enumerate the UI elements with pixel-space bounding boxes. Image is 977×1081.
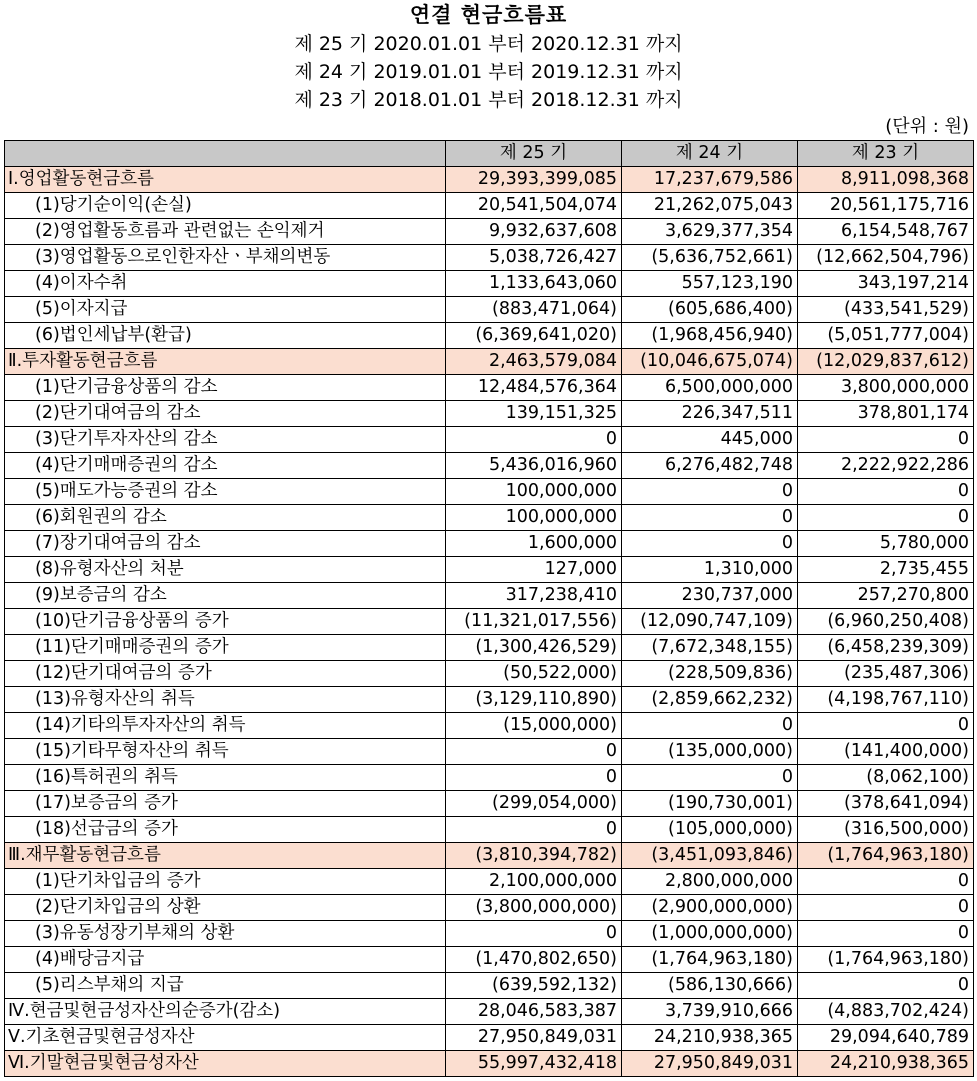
value-period-25: 2,100,000,000 — [446, 869, 622, 895]
table-row — [5, 557, 974, 583]
value-period-25: 9,932,637,608 — [446, 219, 622, 245]
value-period-25: 1,133,643,060 — [446, 271, 622, 297]
value-period-24: (228,509,836) — [622, 661, 798, 687]
value-period-25: (883,471,064) — [446, 297, 622, 323]
value-period-23: (4,883,702,424) — [798, 999, 974, 1025]
value-period-23: (12,662,504,796) — [798, 245, 974, 271]
value-period-25: (639,592,132) — [446, 973, 622, 999]
value-period-25: 0 — [446, 765, 622, 791]
value-period-25: 2,463,579,084 — [446, 349, 622, 375]
table-row — [5, 869, 974, 895]
table-row — [5, 765, 974, 791]
statement-title: 연결 현금흐름표 — [409, 3, 568, 27]
value-period-25: (15,000,000) — [446, 713, 622, 739]
period-line-25: 제 25 기 2020.01.01 부터 2020.12.31 까지 — [294, 33, 683, 55]
table-row — [5, 739, 974, 765]
value-period-24: (3,451,093,846) — [622, 843, 798, 869]
value-period-23: (6,960,250,408) — [798, 609, 974, 635]
value-period-24: 24,210,938,365 — [622, 1025, 798, 1051]
table-row — [5, 375, 974, 401]
row-label: (3)유동성장기부채의 상환 — [5, 921, 446, 947]
table-row — [5, 895, 974, 921]
table-row — [5, 687, 974, 713]
value-period-23: 2,735,455 — [798, 557, 974, 583]
value-period-23: 24,210,938,365 — [798, 1051, 974, 1077]
row-label: (2)영업활동흐름과 관련없는 손익제거 — [5, 219, 446, 245]
table-row — [5, 453, 974, 479]
value-period-23: 8,911,098,368 — [798, 167, 974, 193]
value-period-24: 6,500,000,000 — [622, 375, 798, 401]
value-period-24: (605,686,400) — [622, 297, 798, 323]
row-label: (8)유형자산의 처분 — [5, 557, 446, 583]
value-period-25: (1,470,802,650) — [446, 947, 622, 973]
value-period-23: (5,051,777,004) — [798, 323, 974, 349]
value-period-24: (190,730,001) — [622, 791, 798, 817]
row-label: Ⅵ.기말현금및현금성자산 — [5, 1051, 446, 1077]
value-period-23: (141,400,000) — [798, 739, 974, 765]
value-period-25: (11,321,017,556) — [446, 609, 622, 635]
table-row — [5, 401, 974, 427]
section-row — [5, 167, 974, 193]
value-period-24: 557,123,190 — [622, 271, 798, 297]
table-row — [5, 219, 974, 245]
header-period-24: 제 24 기 — [622, 141, 798, 167]
row-label: (15)기타무형자산의 취득 — [5, 739, 446, 765]
value-period-24: (7,672,348,155) — [622, 635, 798, 661]
row-label: (18)선급금의 증가 — [5, 817, 446, 843]
row-label: (13)유형자산의 취득 — [5, 687, 446, 713]
header-period-25: 제 25 기 — [446, 141, 622, 167]
header-period-23: 제 23 기 — [798, 141, 974, 167]
value-period-25: 28,046,583,387 — [446, 999, 622, 1025]
value-period-25: 1,600,000 — [446, 531, 622, 557]
value-period-23: 0 — [798, 505, 974, 531]
table-row — [5, 1025, 974, 1051]
value-period-24: (135,000,000) — [622, 739, 798, 765]
value-period-25: 0 — [446, 817, 622, 843]
value-period-24: 21,262,075,043 — [622, 193, 798, 219]
value-period-24: 0 — [622, 713, 798, 739]
value-period-23: (378,641,094) — [798, 791, 974, 817]
table-row — [5, 245, 974, 271]
value-period-24: (12,090,747,109) — [622, 609, 798, 635]
table-row — [5, 791, 974, 817]
value-period-24: (1,968,456,940) — [622, 323, 798, 349]
row-label: (4)배당금지급 — [5, 947, 446, 973]
value-period-24: (1,000,000,000) — [622, 921, 798, 947]
value-period-25: 0 — [446, 739, 622, 765]
value-period-23: 2,222,922,286 — [798, 453, 974, 479]
value-period-24: (2,900,000,000) — [622, 895, 798, 921]
table-row — [5, 817, 974, 843]
value-period-25: 55,997,432,418 — [446, 1051, 622, 1077]
row-label: Ⅲ.재무활동현금흐름 — [5, 843, 446, 869]
row-label: (5)이자지급 — [5, 297, 446, 323]
value-period-23: 343,197,214 — [798, 271, 974, 297]
value-period-23: 6,154,548,767 — [798, 219, 974, 245]
value-period-23: (235,487,306) — [798, 661, 974, 687]
value-period-23: (4,198,767,110) — [798, 687, 974, 713]
value-period-23: 3,800,000,000 — [798, 375, 974, 401]
row-label: (6)법인세납부(환급) — [5, 323, 446, 349]
table-row — [5, 947, 974, 973]
value-period-25: 0 — [446, 427, 622, 453]
value-period-23: 5,780,000 — [798, 531, 974, 557]
row-label: (10)단기금융상품의 증가 — [5, 609, 446, 635]
value-period-23: (12,029,837,612) — [798, 349, 974, 375]
value-period-25: (50,522,000) — [446, 661, 622, 687]
value-period-24: (10,046,675,074) — [622, 349, 798, 375]
table-row — [5, 609, 974, 635]
value-period-24: (1,764,963,180) — [622, 947, 798, 973]
value-period-25: (299,054,000) — [446, 791, 622, 817]
value-period-24: (2,859,662,232) — [622, 687, 798, 713]
row-label: (5)리스부채의 지급 — [5, 973, 446, 999]
value-period-24: 226,347,511 — [622, 401, 798, 427]
table-row — [5, 583, 974, 609]
row-label: Ⅰ.영업활동현금흐름 — [5, 167, 446, 193]
row-label: (4)이자수취 — [5, 271, 446, 297]
value-period-23: 257,270,800 — [798, 583, 974, 609]
value-period-23: 0 — [798, 713, 974, 739]
value-period-24: 0 — [622, 505, 798, 531]
table-row — [5, 661, 974, 687]
table-row — [5, 505, 974, 531]
table-row — [5, 479, 974, 505]
row-label: Ⅱ.투자활동현금흐름 — [5, 349, 446, 375]
cash-flow-table — [4, 140, 974, 1077]
value-period-25: 29,393,399,085 — [446, 167, 622, 193]
row-label: (1)당기순이익(손실) — [5, 193, 446, 219]
value-period-25: (3,810,394,782) — [446, 843, 622, 869]
row-label: (2)단기차입금의 상환 — [5, 895, 446, 921]
value-period-25: 27,950,849,031 — [446, 1025, 622, 1051]
row-label: (11)단기매매증권의 증가 — [5, 635, 446, 661]
value-period-24: (586,130,666) — [622, 973, 798, 999]
value-period-24: 3,739,910,666 — [622, 999, 798, 1025]
table-row — [5, 921, 974, 947]
row-label: (3)단기투자자산의 감소 — [5, 427, 446, 453]
row-label: (12)단기대여금의 증가 — [5, 661, 446, 687]
row-label: (2)단기대여금의 감소 — [5, 401, 446, 427]
value-period-23: (1,764,963,180) — [798, 947, 974, 973]
value-period-24: 0 — [622, 479, 798, 505]
header-row — [5, 141, 974, 167]
value-period-25: (3,800,000,000) — [446, 895, 622, 921]
value-period-25: 12,484,576,364 — [446, 375, 622, 401]
value-period-23: 29,094,640,789 — [798, 1025, 974, 1051]
table-row — [5, 713, 974, 739]
row-label: (17)보증금의 증가 — [5, 791, 446, 817]
row-label: (14)기타의투자자산의 취득 — [5, 713, 446, 739]
row-label: (5)매도가능증권의 감소 — [5, 479, 446, 505]
value-period-23: (8,062,100) — [798, 765, 974, 791]
value-period-23: 378,801,174 — [798, 401, 974, 427]
value-period-23: 0 — [798, 895, 974, 921]
table-row — [5, 635, 974, 661]
value-period-24: 0 — [622, 531, 798, 557]
table-row — [5, 193, 974, 219]
row-label: (16)특허권의 취득 — [5, 765, 446, 791]
table-row — [5, 999, 974, 1025]
value-period-24: 2,800,000,000 — [622, 869, 798, 895]
table-row — [5, 271, 974, 297]
value-period-24: 6,276,482,748 — [622, 453, 798, 479]
value-period-25: 5,436,016,960 — [446, 453, 622, 479]
value-period-24: 17,237,679,586 — [622, 167, 798, 193]
value-period-23: 0 — [798, 921, 974, 947]
row-label: (1)단기차입금의 증가 — [5, 869, 446, 895]
value-period-23: 20,561,175,716 — [798, 193, 974, 219]
table-row — [5, 297, 974, 323]
section-row — [5, 1051, 974, 1077]
header-blank-cell — [5, 141, 446, 167]
value-period-23: 0 — [798, 869, 974, 895]
table-row — [5, 323, 974, 349]
row-label: (6)회원권의 감소 — [5, 505, 446, 531]
section-row — [5, 843, 974, 869]
row-label: (9)보증금의 감소 — [5, 583, 446, 609]
value-period-25: (6,369,641,020) — [446, 323, 622, 349]
value-period-25: 5,038,726,427 — [446, 245, 622, 271]
table-row — [5, 531, 974, 557]
row-label: (4)단기매매증권의 감소 — [5, 453, 446, 479]
row-label: Ⅳ.현금및현금성자산의순증가(감소) — [5, 999, 446, 1025]
value-period-24: (5,636,752,661) — [622, 245, 798, 271]
value-period-24: (105,000,000) — [622, 817, 798, 843]
value-period-24: 27,950,849,031 — [622, 1051, 798, 1077]
row-label: (7)장기대여금의 감소 — [5, 531, 446, 557]
value-period-25: 139,151,325 — [446, 401, 622, 427]
value-period-23: (1,764,963,180) — [798, 843, 974, 869]
period-line-23: 제 23 기 2018.01.01 부터 2018.12.31 까지 — [294, 89, 683, 111]
table-row — [5, 973, 974, 999]
value-period-23: 0 — [798, 973, 974, 999]
value-period-23: 0 — [798, 427, 974, 453]
value-period-25: 127,000 — [446, 557, 622, 583]
value-period-25: (1,300,426,529) — [446, 635, 622, 661]
value-period-25: 100,000,000 — [446, 505, 622, 531]
row-label: (1)단기금융상품의 감소 — [5, 375, 446, 401]
value-period-24: 3,629,377,354 — [622, 219, 798, 245]
section-row — [5, 349, 974, 375]
value-period-24: 230,737,000 — [622, 583, 798, 609]
value-period-23: (6,458,239,309) — [798, 635, 974, 661]
value-period-25: 100,000,000 — [446, 479, 622, 505]
row-label: Ⅴ.기초현금및현금성자산 — [5, 1025, 446, 1051]
value-period-23: 0 — [798, 479, 974, 505]
value-period-23: (316,500,000) — [798, 817, 974, 843]
value-period-24: 0 — [622, 765, 798, 791]
value-period-25: (3,129,110,890) — [446, 687, 622, 713]
unit-label: (단위 : 원) — [885, 116, 969, 137]
value-period-23: (433,541,529) — [798, 297, 974, 323]
value-period-25: 20,541,504,074 — [446, 193, 622, 219]
period-line-24: 제 24 기 2019.01.01 부터 2019.12.31 까지 — [294, 61, 683, 83]
table-row — [5, 427, 974, 453]
row-label: (3)영업활동으로인한자산ㆍ부채의변동 — [5, 245, 446, 271]
value-period-25: 317,238,410 — [446, 583, 622, 609]
value-period-25: 0 — [446, 921, 622, 947]
value-period-24: 445,000 — [622, 427, 798, 453]
value-period-24: 1,310,000 — [622, 557, 798, 583]
